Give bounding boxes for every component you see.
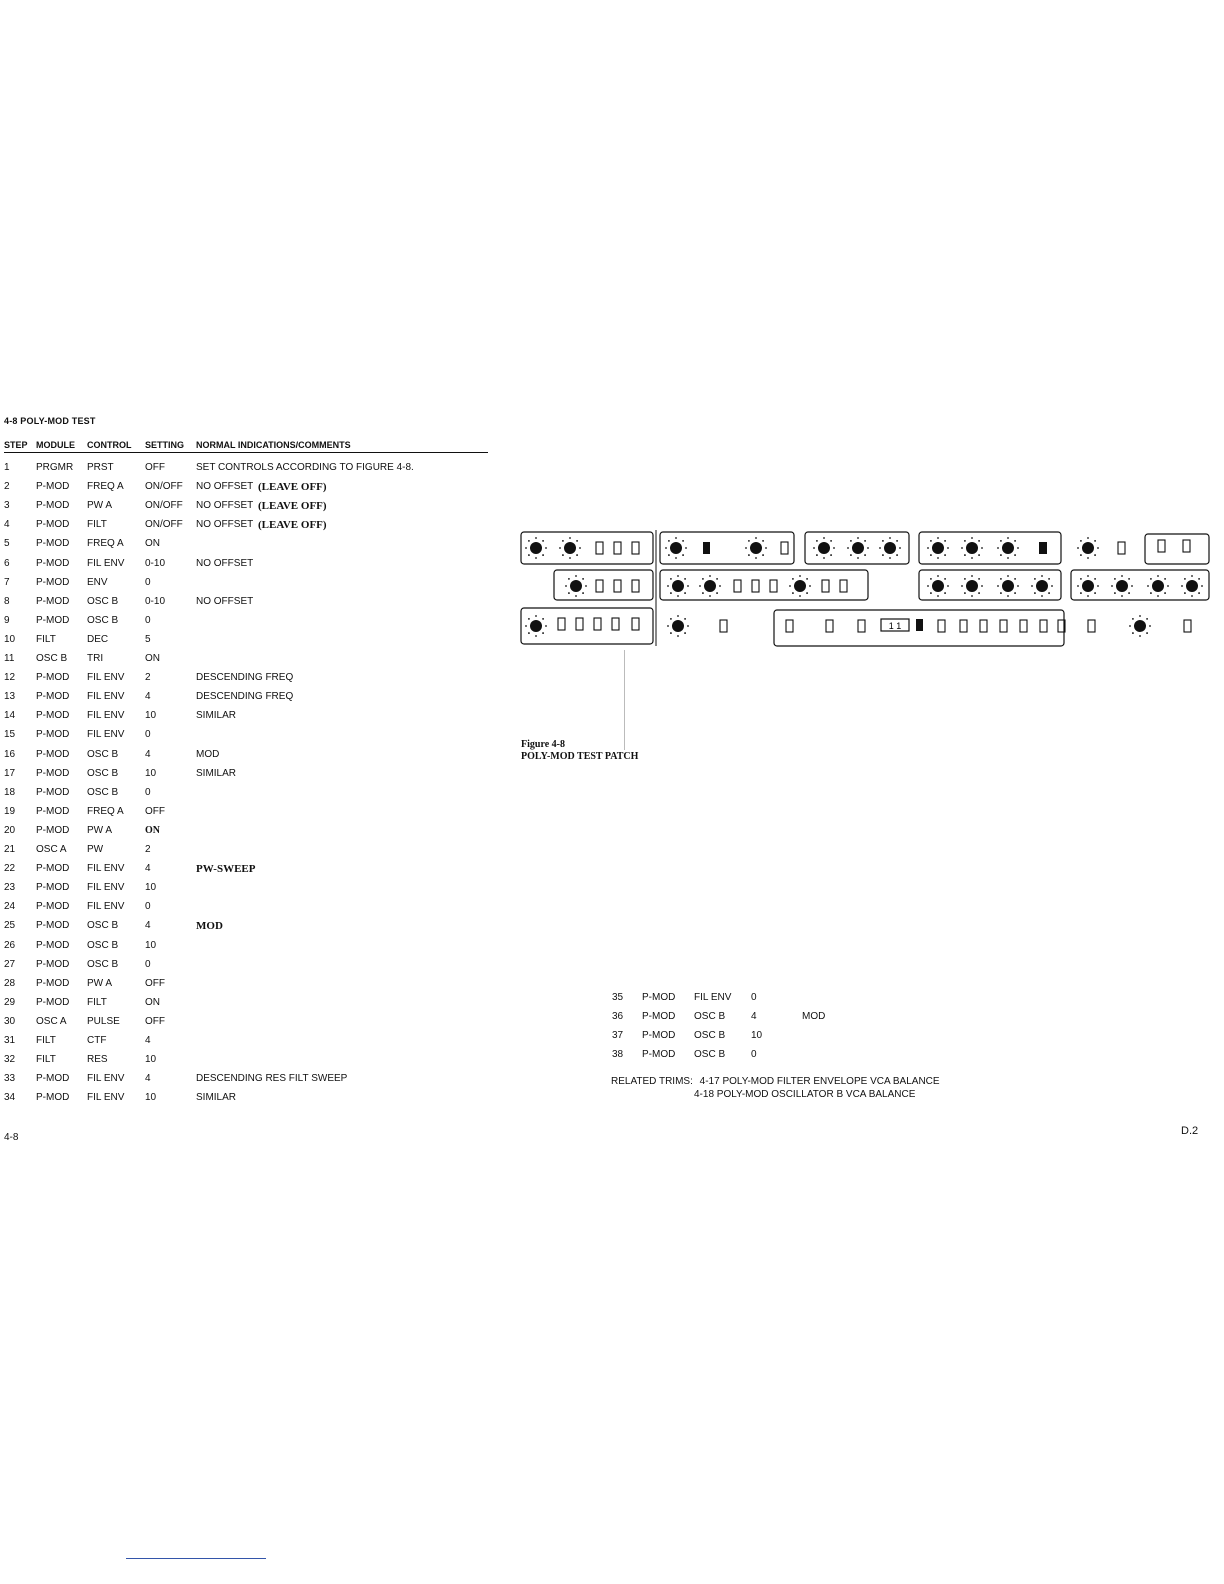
module-cell: P-MOD — [36, 710, 70, 722]
control-cell: OSC B — [87, 786, 119, 798]
module-cell: P-MOD — [36, 882, 70, 894]
switch-icon — [938, 620, 945, 632]
comment-cell: MOD — [196, 748, 220, 760]
module-cell: P-MOD — [36, 920, 70, 932]
switch-icon — [1040, 620, 1047, 632]
switch-icon — [1183, 540, 1190, 552]
table-row — [0, 920, 500, 939]
knob-icon — [1186, 580, 1198, 592]
control-cell: FIL ENV — [87, 557, 125, 569]
knob-icon — [852, 542, 864, 554]
switch-icon — [734, 580, 741, 592]
module-cell: P-MOD — [36, 767, 70, 779]
control-cell: OSC B — [694, 1030, 726, 1041]
switch-icon — [1020, 620, 1027, 632]
setting-cell: 0 — [145, 786, 151, 798]
knob-icon — [672, 620, 684, 632]
control-cell: PW — [87, 844, 104, 855]
table-row — [0, 882, 500, 901]
setting-cell: 4 — [145, 1073, 151, 1085]
setting-cell: 10 — [145, 882, 157, 894]
module-cell: P-MOD — [36, 672, 70, 684]
step-cell: 12 — [4, 672, 16, 684]
step-cell: 33 — [4, 1073, 16, 1085]
control-cell: OSC B — [694, 1011, 726, 1022]
knob-icon — [530, 620, 542, 632]
control-cell: RES — [87, 1054, 108, 1066]
switch-icon — [594, 618, 601, 630]
knob-icon — [670, 542, 682, 554]
setting-cell: ON — [145, 538, 160, 550]
table-row — [0, 691, 500, 710]
control-cell: OSC B — [694, 1049, 726, 1060]
step-cell: 15 — [4, 729, 16, 741]
emphasis-note: (LEAVE OFF) — [258, 500, 327, 513]
step-cell: 25 — [4, 920, 16, 932]
setting-cell: 4 — [751, 1011, 757, 1022]
control-cell: OSC B — [87, 748, 119, 760]
step-cell: 37 — [612, 1030, 624, 1041]
control-cell: FIL ENV — [87, 691, 125, 703]
figure-title: POLY-MOD TEST PATCH — [521, 751, 639, 762]
setting-cell: OFF — [145, 977, 165, 989]
module-cell: P-MOD — [36, 1073, 70, 1085]
table-row — [0, 558, 500, 577]
table-row — [0, 653, 500, 672]
comment-cell: MOD — [802, 1011, 826, 1022]
switch-icon — [752, 580, 759, 592]
table-row — [0, 462, 500, 481]
control-cell: FREQ A — [87, 481, 124, 493]
module-cell: P-MOD — [36, 748, 70, 760]
setting-cell: 4 — [145, 863, 151, 875]
control-cell: TRI — [87, 653, 104, 664]
module-cell: OSC B — [36, 653, 68, 664]
knob-icon — [1036, 580, 1048, 592]
step-cell: 38 — [612, 1049, 624, 1060]
module-cell: P-MOD — [36, 901, 70, 913]
emphasis-note: PW-SWEEP — [196, 863, 256, 876]
setting-cell: 4 — [145, 748, 151, 760]
header-module: MODULE — [36, 440, 75, 450]
related-trims — [611, 1076, 940, 1087]
module-cell: P-MOD — [642, 1030, 676, 1041]
knob-icon — [966, 542, 978, 554]
knob-icon — [704, 580, 716, 592]
table-row — [0, 615, 500, 634]
control-cell: FIL ENV — [87, 729, 125, 741]
step-cell: 34 — [4, 1092, 16, 1104]
step-cell: 14 — [4, 710, 16, 722]
control-cell: OSC B — [87, 767, 119, 779]
table-row — [0, 1049, 1000, 1068]
control-cell: FIL ENV — [87, 901, 125, 913]
setting-cell: 0-10 — [145, 557, 166, 569]
comment-cell: NO OFFSET — [196, 595, 254, 607]
switch-icon — [596, 580, 603, 592]
module-cell: P-MOD — [36, 538, 70, 550]
knob-icon — [1082, 580, 1094, 592]
step-cell: 10 — [4, 633, 16, 645]
header-control: CONTROL — [87, 440, 132, 450]
setting-cell: ON — [145, 996, 160, 1008]
step-cell: 3 — [4, 500, 10, 512]
knob-icon — [1152, 580, 1164, 592]
setting-cell: 0 — [751, 1049, 757, 1060]
switch-icon — [632, 580, 639, 592]
setting-cell: 10 — [145, 1054, 157, 1066]
table-row — [0, 787, 500, 806]
switch-icon — [720, 620, 727, 632]
setting-cell: 0 — [145, 901, 151, 913]
switch-icon — [614, 580, 621, 592]
switch-icon — [1000, 620, 1007, 632]
module-cell: P-MOD — [36, 500, 70, 512]
control-cell: FIL ENV — [87, 1073, 125, 1085]
setting-cell: ON/OFF — [145, 519, 183, 531]
trims-line-2: 4-18 POLY-MOD OSCILLATOR B VCA BALANCE — [694, 1089, 916, 1100]
module-cell: P-MOD — [36, 519, 70, 531]
step-cell: 9 — [4, 614, 10, 626]
table-row — [0, 519, 500, 538]
emphasis-note: MOD — [196, 920, 223, 933]
step-cell: 24 — [4, 901, 16, 913]
switch-icon — [960, 620, 967, 632]
step-cell: 5 — [4, 538, 10, 550]
table-row — [0, 825, 500, 844]
switch-icon — [786, 620, 793, 632]
step-cell: 21 — [4, 844, 16, 855]
setting-cell: 0 — [751, 992, 757, 1003]
switch-icon — [840, 580, 847, 592]
knob-icon — [570, 580, 582, 592]
module-cell: FILT — [36, 633, 56, 645]
switch-icon — [781, 542, 788, 554]
step-cell: 1 — [4, 462, 10, 473]
setting-cell: 4 — [145, 1035, 151, 1046]
setting-cell: ON — [145, 824, 160, 836]
switch-icon — [576, 618, 583, 630]
control-cell: FIL ENV — [87, 1092, 125, 1104]
knob-icon — [1002, 542, 1014, 554]
knob-icon — [1002, 580, 1014, 592]
control-cell: PRST — [87, 462, 114, 473]
switch-icon — [826, 620, 833, 632]
comment-cell: SET CONTROLS ACCORDING TO FIGURE 4-8. — [196, 462, 414, 473]
setting-cell: 2 — [145, 672, 151, 684]
module-cell: P-MOD — [36, 614, 70, 626]
control-cell: OSC B — [87, 920, 119, 932]
control-cell: OSC B — [87, 939, 119, 951]
switch-icon — [1088, 620, 1095, 632]
knob-icon — [932, 580, 944, 592]
table-row — [0, 500, 500, 519]
module-cell: P-MOD — [36, 481, 70, 493]
display-readout: 1 1 — [888, 621, 902, 631]
module-cell: P-MOD — [642, 992, 676, 1003]
comment-cell: DESCENDING FREQ — [196, 691, 294, 703]
polymod-panel-figure — [518, 526, 1214, 654]
step-cell: 2 — [4, 481, 10, 493]
step-cell: 11 — [4, 653, 15, 664]
step-cell: 29 — [4, 996, 16, 1008]
step-cell: 16 — [4, 748, 16, 760]
step-cell: 27 — [4, 958, 16, 970]
setting-cell: 5 — [145, 633, 151, 645]
step-cell: 36 — [612, 1011, 624, 1022]
setting-cell: OFF — [145, 805, 165, 817]
step-cell: 30 — [4, 1015, 16, 1027]
emphasis-note: (LEAVE OFF) — [258, 519, 327, 532]
control-cell: OSC B — [87, 958, 119, 970]
switch-icon — [632, 618, 639, 630]
module-cell: P-MOD — [642, 1049, 676, 1060]
switch-icon — [558, 618, 565, 630]
setting-cell: ON/OFF — [145, 500, 183, 512]
step-cell: 19 — [4, 805, 16, 817]
setting-cell: 0 — [145, 729, 151, 741]
figure-number: Figure 4-8 — [521, 739, 565, 750]
step-cell: 7 — [4, 576, 10, 588]
module-cell: FILT — [36, 1035, 56, 1046]
module-cell: P-MOD — [36, 863, 70, 875]
switch-icon — [1158, 540, 1165, 552]
switch-icon — [612, 618, 619, 630]
module-cell: P-MOD — [642, 1011, 676, 1022]
module-cell: OSC A — [36, 844, 67, 855]
table-row — [0, 863, 500, 882]
table-row — [0, 940, 500, 959]
knob-icon — [750, 542, 762, 554]
table-row — [0, 1073, 500, 1092]
setting-cell: 10 — [145, 767, 157, 779]
setting-cell: 10 — [145, 939, 157, 951]
module-cell: P-MOD — [36, 729, 70, 741]
table-row — [0, 596, 500, 615]
figure-caption — [521, 739, 638, 763]
setting-cell: 10 — [145, 710, 157, 722]
control-cell: CTF — [87, 1035, 107, 1046]
knob-icon — [966, 580, 978, 592]
comment-cell: NO OFFSET — [196, 519, 254, 531]
module-cell: P-MOD — [36, 824, 70, 836]
decorative-underline — [126, 1558, 266, 1559]
knob-icon — [1134, 620, 1146, 632]
step-cell: 26 — [4, 939, 16, 951]
step-cell: 31 — [4, 1035, 16, 1046]
step-cell: 32 — [4, 1054, 16, 1066]
switch-icon — [614, 542, 621, 554]
switch-icon — [980, 620, 987, 632]
table-row — [0, 729, 500, 748]
table-row — [0, 672, 500, 691]
comment-cell: DESCENDING RES FILT SWEEP — [196, 1073, 348, 1085]
control-cell: DEC — [87, 633, 109, 645]
header-step: STEP — [4, 440, 28, 450]
knob-icon — [530, 542, 542, 554]
comment-cell: NO OFFSET — [196, 557, 254, 569]
control-cell: FILT — [87, 519, 107, 531]
page-number-left: 4-8 — [4, 1132, 19, 1143]
setting-cell: 10 — [145, 1092, 157, 1104]
table-row — [0, 992, 1000, 1011]
knob-icon — [1082, 542, 1094, 554]
step-cell: 28 — [4, 977, 16, 989]
module-cell: PRGMR — [36, 462, 74, 473]
step-cell: 18 — [4, 786, 16, 798]
comment-cell: SIMILAR — [196, 710, 237, 722]
module-cell: P-MOD — [36, 557, 70, 569]
module-cell: P-MOD — [36, 576, 70, 588]
table-row — [0, 634, 500, 653]
control-cell: FREQ A — [87, 805, 124, 817]
section-title: 4-8 POLY-MOD TEST — [4, 416, 96, 426]
trims-line-1: 4-17 POLY-MOD FILTER ENVELOPE VCA BALANCE — [699, 1076, 940, 1087]
module-cell: P-MOD — [36, 805, 70, 817]
step-cell: 22 — [4, 863, 16, 875]
step-cell: 17 — [4, 767, 16, 779]
table-header — [4, 440, 488, 453]
step-cell: 13 — [4, 691, 16, 703]
switch-icon — [596, 542, 603, 554]
table-row — [0, 1092, 500, 1111]
control-cell: FIL ENV — [87, 672, 125, 684]
module-cell: P-MOD — [36, 939, 70, 951]
knob-icon — [794, 580, 806, 592]
switch-icon — [770, 580, 777, 592]
control-cell: FILT — [87, 996, 107, 1008]
setting-cell: ON/OFF — [145, 481, 183, 493]
step-cell: 23 — [4, 882, 16, 894]
switch-icon — [1118, 542, 1125, 554]
control-cell: PW A — [87, 977, 113, 989]
knob-icon — [564, 542, 576, 554]
module-cell: P-MOD — [36, 977, 70, 989]
setting-cell: 0 — [145, 614, 151, 626]
table-row — [0, 1011, 1000, 1030]
control-cell: PW A — [87, 824, 113, 836]
control-cell: ENV — [87, 576, 108, 588]
control-cell: FIL ENV — [87, 882, 125, 894]
knob-icon — [672, 580, 684, 592]
setting-cell: ON — [145, 653, 160, 664]
setting-cell: 4 — [145, 920, 151, 932]
module-cell: P-MOD — [36, 958, 70, 970]
module-cell: FILT — [36, 1054, 56, 1066]
header-comments: NORMAL INDICATIONS/COMMENTS — [196, 440, 351, 450]
control-cell: PW A — [87, 500, 113, 512]
switch-icon — [822, 580, 829, 592]
setting-cell: OFF — [145, 1015, 165, 1027]
control-cell: FIL ENV — [87, 863, 125, 875]
setting-cell: 4 — [145, 691, 151, 703]
setting-cell: 2 — [145, 844, 151, 855]
step-cell: 8 — [4, 595, 10, 607]
table-row — [0, 768, 500, 787]
trims-label: RELATED TRIMS: — [611, 1076, 693, 1087]
control-cell: OSC B — [87, 595, 119, 607]
table-row — [0, 710, 500, 729]
step-cell: 35 — [612, 992, 624, 1003]
comment-cell: NO OFFSET — [196, 500, 254, 512]
control-cell: FIL ENV — [87, 710, 125, 722]
knob-icon — [932, 542, 944, 554]
control-cell: OSC B — [87, 614, 119, 626]
step-cell: 4 — [4, 519, 10, 531]
table-row — [0, 1030, 1000, 1049]
comment-cell: NO OFFSET — [196, 481, 254, 493]
table-row — [0, 901, 500, 920]
table-row — [0, 749, 500, 768]
comment-cell: DESCENDING FREQ — [196, 672, 294, 684]
table-row — [0, 577, 500, 596]
table-row — [0, 806, 500, 825]
knob-icon — [1116, 580, 1128, 592]
table-row — [0, 538, 500, 557]
control-cell: FIL ENV — [694, 992, 732, 1003]
knob-icon — [884, 542, 896, 554]
setting-cell: 0-10 — [145, 595, 166, 607]
table-row — [0, 844, 500, 863]
emphasis-note: (LEAVE OFF) — [258, 481, 327, 494]
table-row — [0, 481, 500, 500]
table-row — [0, 959, 500, 978]
setting-cell: 10 — [751, 1030, 763, 1041]
comment-cell: SIMILAR — [196, 1092, 237, 1104]
step-cell: 20 — [4, 824, 16, 836]
setting-cell: 0 — [145, 576, 151, 588]
knob-icon — [818, 542, 830, 554]
header-setting: SETTING — [145, 440, 185, 450]
control-cell: FREQ A — [87, 538, 124, 550]
comment-cell: SIMILAR — [196, 767, 237, 779]
switch-icon — [858, 620, 865, 632]
control-cell: PULSE — [87, 1015, 120, 1027]
module-cell: P-MOD — [36, 1092, 70, 1104]
setting-cell: OFF — [145, 462, 165, 473]
module-cell: P-MOD — [36, 996, 70, 1008]
setting-cell: 0 — [145, 958, 151, 970]
switch-icon — [632, 542, 639, 554]
divider-line — [624, 650, 625, 750]
module-cell: P-MOD — [36, 595, 70, 607]
module-cell: P-MOD — [36, 786, 70, 798]
module-cell: P-MOD — [36, 691, 70, 703]
step-cell: 6 — [4, 557, 10, 569]
switch-icon — [1184, 620, 1191, 632]
module-cell: OSC A — [36, 1015, 67, 1027]
page-number-right: D.2 — [1181, 1125, 1199, 1137]
